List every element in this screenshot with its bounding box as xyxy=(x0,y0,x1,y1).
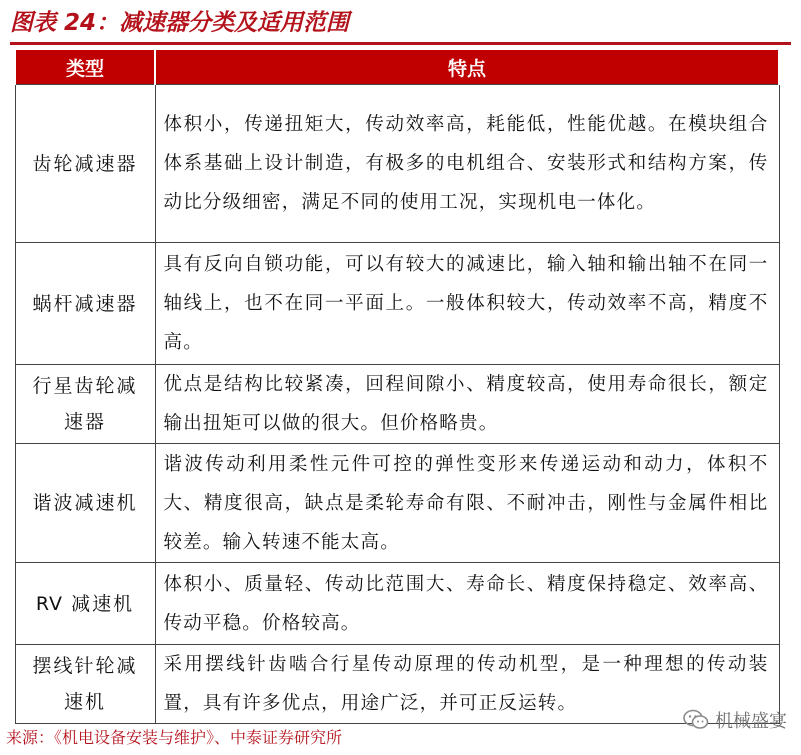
table-header-row xyxy=(15,50,779,85)
wechat-icon xyxy=(683,709,709,731)
table-row xyxy=(15,243,779,365)
type-cell: 齿轮减速器 xyxy=(15,85,155,243)
watermark-text: 机械盛宴 xyxy=(715,711,787,732)
table-row xyxy=(15,444,779,563)
type-cell: 行星齿轮减速器 xyxy=(15,365,155,444)
features-cell: 体积小，传递扭矩大，传动效率高，耗能低，性能优越。在模块组合体系基础上设计制造，有极多的电机组合、安装形式和结构方案，传动比分级细密，满足不同的使用工况，实现机电一体化。 xyxy=(155,85,779,243)
type-cell: 谐波减速机 xyxy=(15,444,155,563)
table-row xyxy=(15,365,779,444)
type-cell xyxy=(15,563,155,645)
table-row xyxy=(15,645,779,724)
title-divider xyxy=(10,42,791,45)
column-header-features: 特点 xyxy=(155,50,779,85)
column-header-type: 类型 xyxy=(15,50,155,85)
watermark xyxy=(683,706,787,734)
type-cell: 蜗杆减速器 xyxy=(15,243,155,365)
features-cell: 体积小、质量轻、传动比范围大、寿命长、精度保持稳定、效率高、传动平稳。价格较高。 xyxy=(155,563,779,645)
type-cell-latin: RV xyxy=(35,592,64,615)
figure-title: 图表 24：减速器分类及适用范围 xyxy=(10,10,350,36)
table-row xyxy=(15,563,779,645)
features-cell: 具有反向自锁功能，可以有较大的减速比，输入轴和输出轴不在同一轴线上，也不在同一平面上。一般体积较大，传动效率不高，精度不高。 xyxy=(155,243,779,365)
features-cell: 优点是结构比较紧凑，回程间隙小、精度较高，使用寿命很长，额定输出扭矩可以做的很大。但价格略贵。 xyxy=(155,365,779,444)
reducer-classification-table xyxy=(14,50,780,724)
source-note: 来源：《机电设备安装与维护》、中泰证券研究所 xyxy=(6,728,343,747)
features-cell: 采用摆线针齿啮合行星传动原理的传动机型，是一种理想的传动装置，具有许多优点，用途广泛，并可正反运转。 xyxy=(155,645,779,724)
type-cell: 摆线针轮减速机 xyxy=(15,645,155,724)
type-cell-rest: 减速机 xyxy=(63,592,135,615)
table-row xyxy=(15,85,779,243)
features-cell: 谐波传动利用柔性元件可控的弹性变形来传递运动和动力，体积不大、精度很高，缺点是柔轮寿命有限、不耐冲击，刚性与金属件相比较差。输入转速不能太高。 xyxy=(155,444,779,563)
